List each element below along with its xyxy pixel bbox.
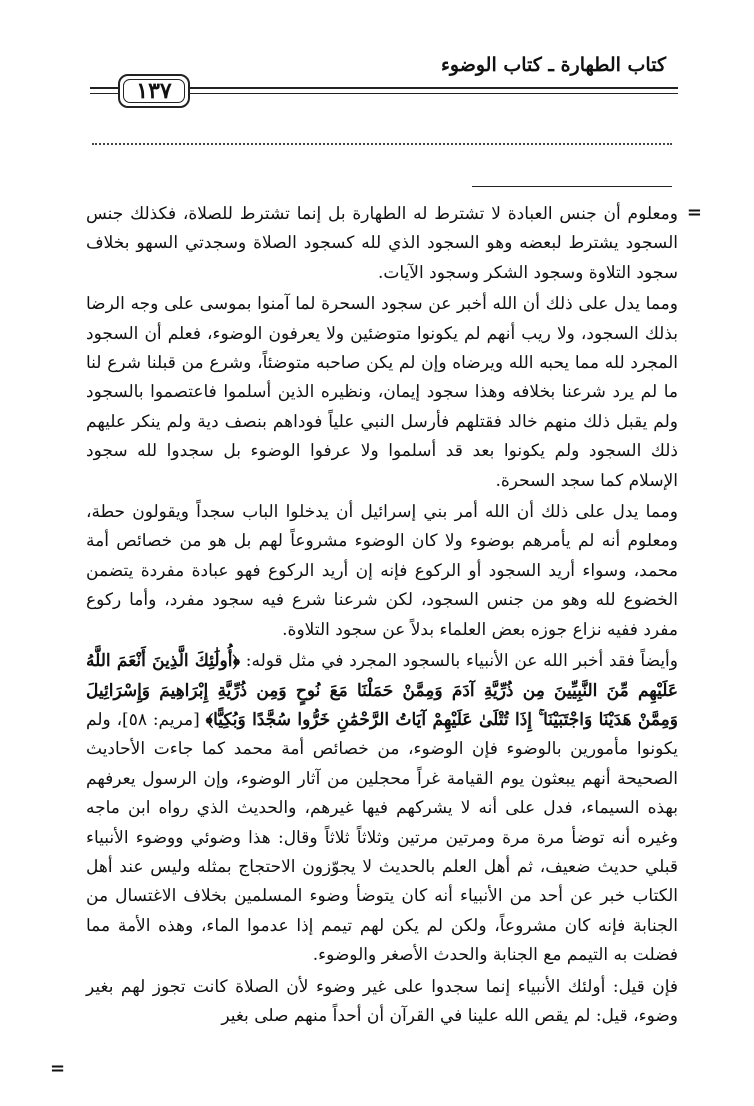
quran-verse: ﴿أُولَٰئِكَ الَّذِينَ أَنْعَمَ اللَّهُ عَلَيْهِم مِّنَ النَّبِيِّينَ مِن ذُرِّيَّةِ آدَمَ وَمِمَّنْ حَمَلْنَا مَعَ نُوحٍ وَمِن ذُرِّيَّةِ إِبْرَاهِيمَ وَإِسْرَائِيلَ وَمِمَّنْ هَدَيْنَا وَاجْتَبَيْنَا ۚ إِذَا تُتْلَىٰ عَلَيْهِمْ آيَاتُ الرَّحْمَٰنِ خَرُّوا سُجَّدًا وَبُكِيًّا﴾ (86, 651, 678, 730)
header-rule-right-bottom (190, 93, 678, 94)
section-rule (472, 186, 672, 187)
header-rule-left-bottom (90, 93, 118, 94)
paragraph-5: فإن قيل: أولئك الأنبياء إنما سجدوا على غير وضوء لأن الصلاة كانت تجوز لهم بغير وضوء، قيل: لم يقص الله علينا في القرآن أن أحداً منهم صلى بغير (86, 976, 678, 1026)
paragraph-3: ومما يدل على ذلك أن الله أمر بني إسرائيل أن يدخلوا الباب سجداً ويقولون حطة، ومعلوم أنه لم يأمرهم بوضوء ولا كان الوضوء مشروعاً لهم بل هو من خصائص أمة محمد، وسواء أريد السجود أو الركوع فإنه إن أريد الركوع فهو عبادة مفردة يتضمن الخضوع لله وهو من جنس السجود، لكن شرعنا شرع فيه سجود مفرد، وأما ركوع مفرد ففيه نزاع جوزه بعض العلماء بدلاً عن سجود التلاوة. (86, 502, 678, 640)
quran-continuation: [مريم: ٥٨]، ولم يكونوا مأمورين بالوضوء فإن الوضوء، من خصائص أمة محمد كما جاءت الأحاديث الصحيحة أنهم يبعثون يوم القيامة غراً محجلين من آثار الوضوء، وإن الرسول يعرفهم بهذه السيماء، فدل على أنه لا يشركهم فيها غيرهم، والحديث الذي رواه ابن ماجه وغيره أنه توضأ مرة مرة ومرتين مرتين وثلاثاً ثلاثاً وقال: هذا وضوئي ووضوء الأنبياء قبلي حديث ضعيف، ثم أهل العلم بالحديث لا يجوّزون الاحتجاج بمثله وليس عند أهل الكتاب خبر عن أحد من الأنبياء أنه كان يتوضأ وضوء المسلمين بخلاف الاغتسال من الجنابة فإنه كان مشروعاً، ولكن لم يكن لهم تيمم إذا عدموا الماء، وهذه الأمة مما فضلت به التيمم مع الجنابة والحدث الأصغر والوضوء. (86, 709, 678, 966)
paragraph-4 (86, 647, 678, 970)
dotted-separator (92, 143, 672, 145)
running-header-title: كتاب الطهارة ـ كتاب الوضوء (440, 54, 666, 76)
paragraph-1: ومعلوم أن جنس العبادة لا تشترط له الطهارة بل إنما تشترط للصلاة، فكذلك جنس السجود يشترط لبعضه وهو السجود الذي لله كسجود الصلاة وسجدتي السهو بخلاف سجود التلاوة وسجود الشكر وسجود الآيات. (86, 204, 678, 283)
page-number (118, 74, 190, 108)
body-text (86, 200, 678, 1033)
header-rule-left-top (90, 87, 118, 89)
continuation-mark-end: = (50, 1058, 66, 1079)
page-number-text: ١٣٧ (136, 78, 172, 104)
paragraph-2: ومما يدل على ذلك أن الله أخبر عن سجود السحرة لما آمنوا بموسى على وجه الرضا بذلك السجود، ولا ريب أنهم لم يكونوا متوضئين ولا يعرفون الوضوء، فعلم أن السجود المجرد لله مما يحبه الله ويرضاه وإن لم يكن صاحبه متوضئاً، وشرع من قبلنا شرع لنا ما لم يرد شرعنا بخلافه وهذا سجود إيمان، ونظيره الذين أسلموا فاعتصموا بالسجود ولم يقبل ذلك منهم خالد فقتلهم فأرسل النبي علياً فوداهم بنصف دية ولم ينكر عليهم ذلك السجود ولم يكونوا بعد قد أسلموا ولا عرفوا الوضوء بل سجدوا لله سجود الإسلام كما سجد السحرة. (86, 294, 678, 491)
continuation-mark-start: = (686, 202, 702, 223)
quran-intro: وأيضاً فقد أخبر الله عن الأنبياء بالسجود المجرد في مثل قوله: (239, 651, 678, 672)
header-rule-right-top (190, 87, 678, 89)
